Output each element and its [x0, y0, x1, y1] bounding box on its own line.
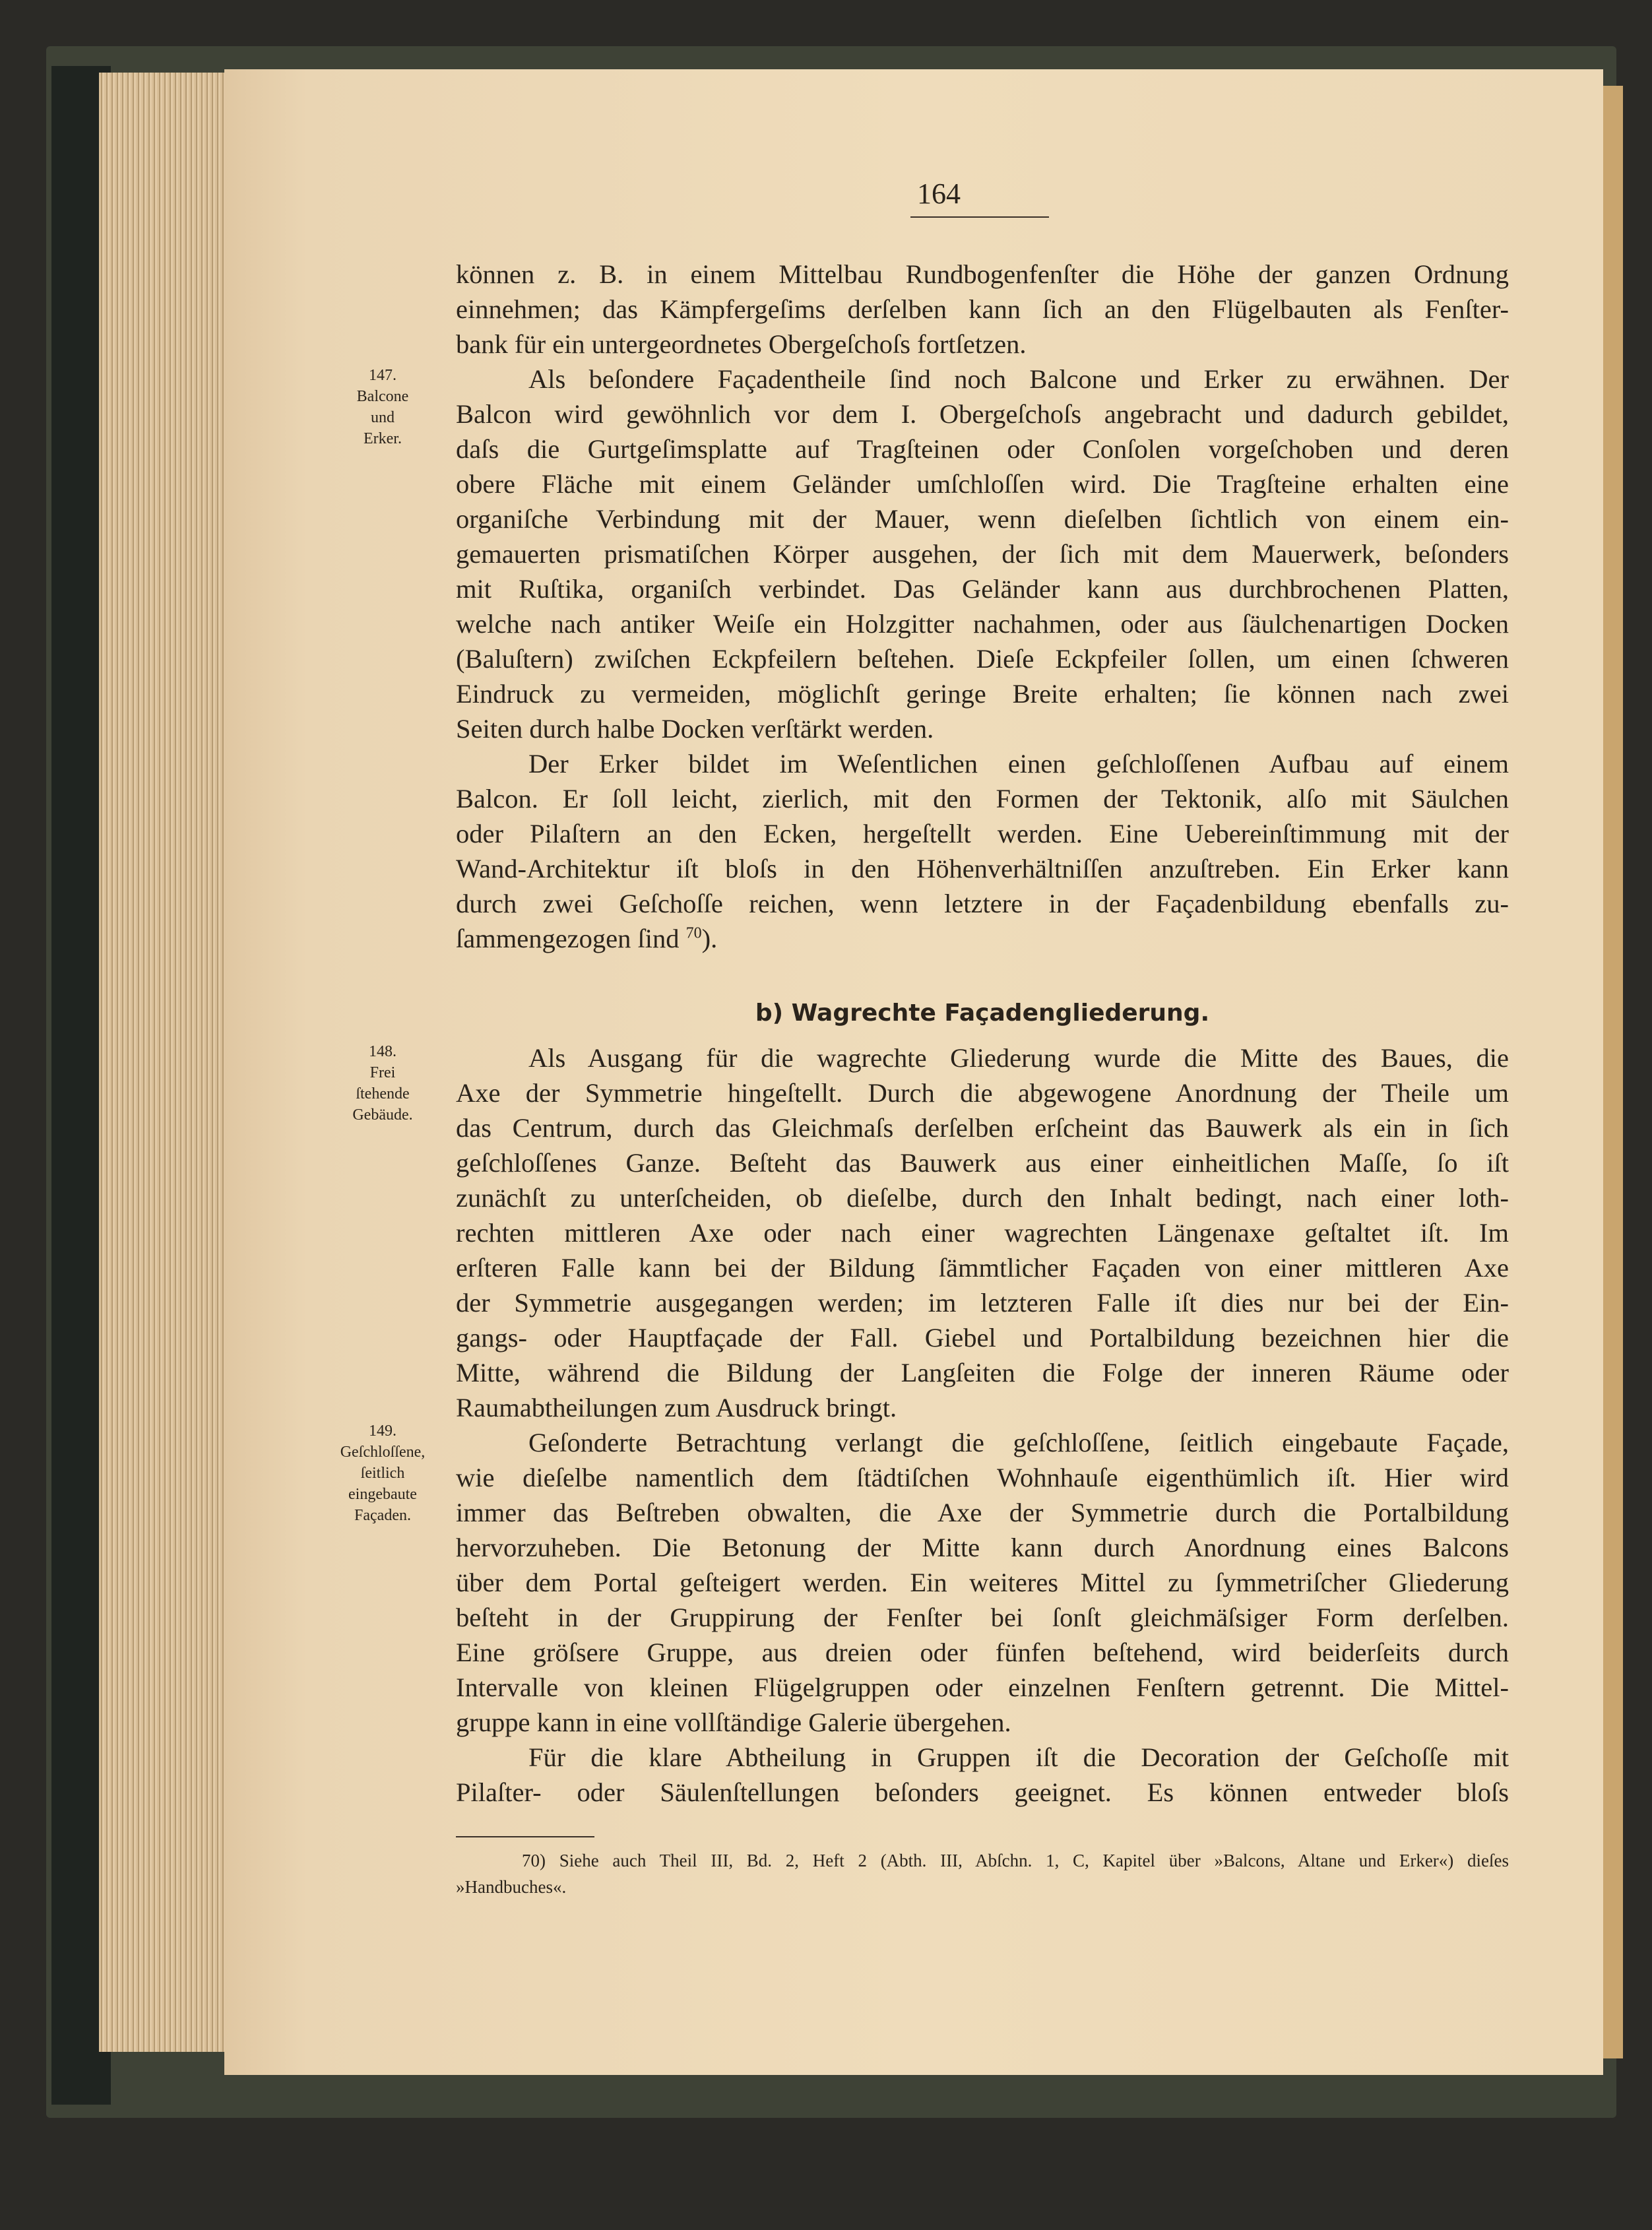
margin-note-number: 149. [369, 1422, 397, 1440]
text-line: daſs die Gurtgeſimsplatte auf Tragſteinen oder Conſolen vorgeſchoben und deren [456, 434, 1509, 464]
text-line: Pilaſter- oder Säulenſtellungen beſonders geeignet. Es können entweder bloſs [456, 1777, 1509, 1807]
text-line: Raumabtheilungen zum Ausdruck bringt. [456, 1393, 897, 1422]
text-line: gangs- oder Hauptfaçade der Fall. Giebel und Portalbildung bezeichnen hier die [456, 1323, 1509, 1353]
text-line: Balcon. Er ſoll leicht, zierlich, mit den Formen der Tektonik, alſo mit Säulchen [456, 784, 1509, 813]
text-line: einnehmen; das Kämpfergeſims derſelben kann ſich an den Flügelbauten als Fenſter- [456, 294, 1509, 324]
text-line: das Centrum, durch das Gleichmaſs derſelben erſcheint das Bauwerk als ein in ſich [456, 1113, 1509, 1143]
text-line: immer das Beſtreben obwalten, die Axe der Symmetrie durch die Portalbildung [456, 1498, 1509, 1527]
margin-note-147 [310, 365, 455, 449]
text-span: ſammengezogen ſind [456, 924, 680, 953]
margin-note-148 [310, 1041, 455, 1126]
text-line: geſchloſſenes Ganze. Beſteht das Bauwerk aus einer einheitlichen Maſſe, ſo iſt [456, 1148, 1509, 1178]
text-line: Mitte, während die Bildung der Langſeiten die Folge der inneren Räume oder [456, 1358, 1509, 1387]
margin-note-line: ſtehende [356, 1085, 410, 1102]
text-line: wie dieſelbe namentlich dem ſtädtiſchen Wohnhauſe eigenthümlich iſt. Hier wird [456, 1463, 1509, 1492]
text-line: welche nach antiker Weiſe ein Holzgitter nachahmen, oder aus ſäulchenartigen Docken [456, 609, 1509, 639]
text-line: Intervalle von kleinen Flügelgruppen oder einzelnen Fenſtern getrennt. Die Mittel- [456, 1672, 1509, 1702]
text-span: ). [701, 924, 718, 953]
margin-note-line: eingebaute [348, 1486, 417, 1503]
text-line: (Baluſtern) zwiſchen Eckpfeilern beſtehen. Dieſe Eckpfeiler ſollen, um einen ſchweren [456, 644, 1509, 674]
text-line: Axe der Symmetrie hingeſtellt. Durch die abgewogene Anordnung der Theile um [456, 1078, 1509, 1108]
text-line: der Symmetrie ausgegangen werden; im letzteren Falle iſt dies nur bei der Ein- [456, 1288, 1509, 1318]
text-line: Geſonderte Betrachtung verlangt die geſchloſſene, ſeitlich eingebaute Façade, [528, 1428, 1509, 1457]
text-line: Als Ausgang für die wagrechte Gliederung wurde die Mitte des Baues, die [528, 1043, 1509, 1073]
text-line: mit Ruſtika, organiſch verbindet. Das Geländer kann aus durchbrochenen Platten, [456, 574, 1509, 604]
text-line: Der Erker bildet im Weſentlichen einen geſchloſſenen Aufbau auf einem [528, 749, 1509, 779]
text-line [456, 922, 1509, 956]
text-line: durch zwei Geſchoſſe reichen, wenn letztere in der Façadenbildung ebenfalls zu- [456, 889, 1509, 918]
margin-note-number: 147. [369, 367, 397, 384]
margin-note-line: und [371, 409, 395, 426]
page-number-rule [910, 216, 1049, 218]
margin-note-line: Balcone [356, 388, 409, 405]
margin-note-line: Erker. [364, 430, 402, 447]
margin-note-line: ſeitlich [360, 1465, 405, 1482]
page-number: 164 [917, 177, 961, 210]
text-line: Als beſondere Façadentheile ſind noch Balcone und Erker zu erwähnen. Der [528, 364, 1509, 394]
text-line: gruppe kann in eine vollſtändige Galerie übergehen. [456, 1707, 1011, 1737]
text-line: organiſche Verbindung mit der Mauer, wenn dieſelben ſichtlich von einem ein- [456, 504, 1509, 534]
margin-note-149 [310, 1420, 455, 1526]
margin-note-line: Frei [369, 1064, 396, 1081]
section-heading: b) Wagrechte Façadengliederung. [755, 1000, 1210, 1027]
footnote-rule [456, 1836, 594, 1837]
text-line: beſteht in der Gruppirung der Fenſter bei ſonſt gleichmäſsiger Form derſelben. [456, 1603, 1509, 1632]
text-line: oder Pilaſtern an den Ecken, hergeſtellt werden. Eine Uebereinſtimmung mit der [456, 819, 1509, 848]
text-line: obere Fläche mit einem Geländer umſchloſſen wird. Die Tragſteine erhalten eine [456, 469, 1509, 499]
text-line: Balcon wird gewöhnlich vor dem I. Obergeſchoſs angebracht und dadurch gebildet, [456, 399, 1509, 429]
margin-note-line: Façaden. [354, 1507, 411, 1524]
text-line: rechten mittleren Axe oder nach einer wagrechten Längenaxe geſtaltet iſt. Im [456, 1218, 1509, 1248]
text-line: über dem Portal geſteigert werden. Ein weiteres Mittel zu ſymmetriſcher Gliederung [456, 1568, 1509, 1597]
footnote-line: »Handbuches«. [456, 1877, 567, 1897]
text-line: Eine gröſsere Gruppe, aus dreien oder fünfen beſtehend, wird beiderſeits durch [456, 1638, 1509, 1667]
text-line: bank für ein untergeordnetes Obergeſchoſs fortſetzen. [456, 329, 1027, 359]
text-line: Eindruck zu vermeiden, möglichſt geringe Breite erhalten; ſie können nach zwei [456, 679, 1509, 709]
text-line: Wand-Architektur iſt bloſs in den Höhenverhältniſſen anzuſtreben. Ein Erker kann [456, 854, 1509, 883]
text-line: können z. B. in einem Mittelbau Rundbogenfenſter die Höhe der ganzen Ordnung [456, 259, 1509, 289]
text-line: Seiten durch halbe Docken verſtärkt werden. [456, 714, 934, 744]
margin-note-number: 148. [369, 1043, 397, 1060]
margin-note-line: Geſchloſſene, [340, 1444, 426, 1461]
text-line: Für die klare Abtheilung in Gruppen iſt die Decoration der Geſchoſſe mit [528, 1742, 1509, 1772]
right-page-edge [1603, 86, 1623, 2058]
footnote-reference[interactable]: 70 [685, 924, 702, 942]
text-line: hervorzuheben. Die Betonung der Mitte kann durch Anordnung eines Balcons [456, 1533, 1509, 1562]
margin-note-line: Gebäude. [352, 1106, 413, 1124]
text-line: gemauerten prismatiſchen Körper ausgehen, der ſich mit dem Mauerwerk, beſonders [456, 539, 1509, 569]
footnote-line: 70) Siehe auch Theil III, Bd. 2, Heft 2 (Abth. III, Abſchn. 1, C, Kapitel über »Balcons, Altane und Erker«) dieſes [522, 1851, 1509, 1870]
text-line: erſteren Falle kann bei der Bildung ſämmtlicher Façaden von einer mittleren Axe [456, 1253, 1509, 1283]
text-line: zunächſt zu unterſcheiden, ob dieſelbe, durch den Inhalt bedingt, nach einer loth- [456, 1183, 1509, 1213]
